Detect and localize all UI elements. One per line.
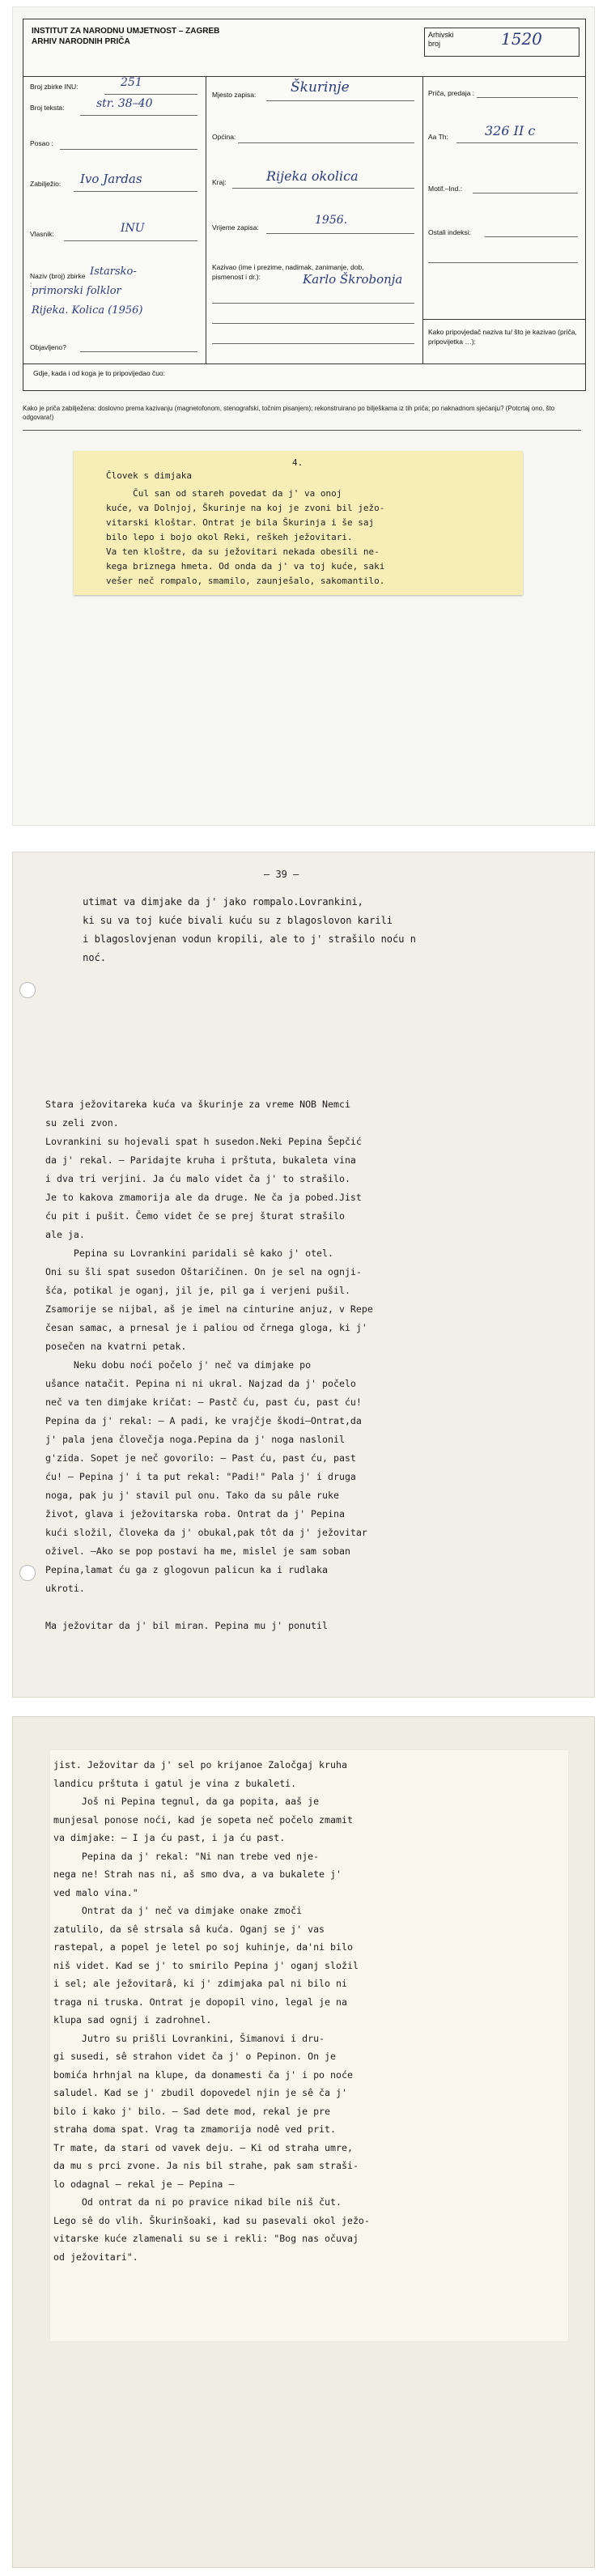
page-number: – 39 – bbox=[264, 869, 299, 880]
typed-page-39 bbox=[12, 852, 595, 1698]
pasted-story-clipping bbox=[74, 451, 523, 595]
posao-label: Posao : bbox=[30, 139, 53, 147]
recorder-value: Ivo Jardas bbox=[80, 172, 142, 186]
rule bbox=[485, 236, 578, 237]
owner-value: INU bbox=[121, 222, 145, 235]
archive-name: ARHIV NARODNIH PRIČA bbox=[32, 37, 130, 46]
collection-name-label: Naziv (broj) zbirke : bbox=[30, 272, 86, 288]
collection-number-label: Broj zbirke INU: bbox=[30, 83, 79, 91]
rule bbox=[428, 262, 578, 263]
time-label: Vrijeme zapisa: bbox=[212, 223, 259, 232]
card-bottom-rule bbox=[23, 363, 585, 364]
archive-number-label: Arhivski broj bbox=[428, 31, 454, 48]
collection-name-line3: Rijeka. Kolica (1956) bbox=[32, 304, 143, 317]
municipality-label: Općina: bbox=[212, 133, 236, 141]
page-40-body: jist. Ježovitar da j' sel po krijanoe Zaločgaj kruha landicu prštuta i gatul je vina z bukaleti. Još ni Pepina tegnul, da ga popita, aaš je munjesal ponose noći, kad je sopeta neč počelo zmamit va dimjake: – I ja ću past, i ja ću past. Pepina da j' rekal: "Ni nan trebe ved nje- nega ne! Strah nas ni, aš smo dva, a va bukalete j' ved malo vina." Ontrat da j' neč va dimjake onake zmoči zatulilo, da sê strsala sâ kuća. Oganj se j' vas rastepal, a popel je letel po soj kuhinje, da'ni bilo niš videt. Kad se j' to smirilo Pepina j' oganj složil i sel; ale ježovitarâ, ki j' zdimjaka pal ni bilo ni traga ni truska. Ontrat je dopopil vino, legal je na klupa sad ognij i zadrohnel. Jutro su prišli Lovrankini, Šimanovi i dru- gi susedi, sê strahon videt ča j' o Pepinon. On je bomića hrhnjal na klupe, da donamesti ča j' i po noće saludel. Kad se j' zbudil dopovedel njin je sê ča j' bilo i kako j' bilo. – Sad dete mod, rekal je pre straha doma spat. Vrag ta zmamorija nodê ved prit. Tr mate, da stari od vavek deju. – Ki od straha umre, da mu s prci zvone. Ja nis bil strahe, pak sam straši- lo odagnal – rekal je – Pepina – Od ontrat da ni po pravice nikad bile niš čut. Lego sê do vlih. Škurinšoaki, kad su pasevali okol ježo- vitarske kuće zlamenali su se i rekli: "Bog nas očuvaj od ježovitari". bbox=[53, 1759, 370, 2263]
collection-number-value: 251 bbox=[121, 76, 142, 89]
aath-value: 326 II c bbox=[485, 123, 536, 138]
narrator-term-label: Kako pripovjedač naziva tu/ što je kazivao (priča, pripovijetka …): bbox=[428, 328, 577, 346]
heard-from-label: Gdje, kada i od koga je to pripovijedao čuo: bbox=[33, 369, 166, 377]
text-number-value: str. 38–40 bbox=[96, 97, 153, 110]
rule bbox=[80, 351, 197, 352]
story-number: 4. bbox=[292, 457, 304, 468]
card-top-rule bbox=[23, 76, 585, 77]
punch-hole bbox=[19, 1565, 36, 1581]
archive-number-value: 1520 bbox=[501, 29, 542, 49]
other-index-label: Ostali indeksi: bbox=[428, 228, 471, 236]
region-value: Rijeka okolica bbox=[266, 168, 359, 184]
text-number-label: Broj teksta: bbox=[30, 104, 65, 112]
region-label: Kraj: bbox=[212, 178, 227, 186]
time-value: 1956. bbox=[315, 214, 348, 227]
rule bbox=[266, 233, 414, 234]
narrator-label: Kazivao (ime i prezime, nadimak, zanimanje, dob, pismenost i dr.): bbox=[212, 263, 364, 281]
note-rule bbox=[23, 430, 581, 431]
rule bbox=[477, 97, 578, 98]
rule bbox=[74, 191, 197, 192]
rule bbox=[422, 319, 585, 320]
rule bbox=[60, 149, 197, 150]
rule bbox=[80, 115, 197, 116]
index-card bbox=[23, 19, 586, 391]
punch-hole bbox=[19, 982, 36, 998]
motif-index-label: Motif.–Ind.: bbox=[428, 185, 463, 193]
rule bbox=[456, 142, 578, 143]
recording-method-note: Kako je priča zabilježena: doslovno prema kazivanju (magnetofonom, stenografski, točnim pisanjem); rekonstruirano po bilješkama iz tih priča; po naknadnom sjećanju? (Potcrtaj ono, što odgovara!) bbox=[23, 405, 555, 421]
rule bbox=[212, 323, 414, 324]
story-text: Čul san od stareh povedat da j' va onoj kuće, va Dolnjoj, Škurinje na koj je zvoni bil ježo- vitarski kloštar. Ontrat je bila Škurinja i še saj bilo lepo i bojo okol Reki, reškeh ježovitari. Va ten kloštre, da su ježovitari nekada obesili ne- kega briznega hmeta. Od onda da j' va toj kuće, saki vešer neč rompalo, smamilo, zaunješalo, sakomantilo. bbox=[106, 488, 385, 586]
rule bbox=[212, 343, 414, 344]
rule bbox=[266, 100, 414, 101]
rule bbox=[64, 240, 197, 241]
recorder-label: Zabilježio: bbox=[30, 180, 62, 188]
collection-name-line2: primorski folklor bbox=[32, 285, 121, 297]
owner-label: Vlasnik: bbox=[30, 230, 54, 238]
archive-card-sheet bbox=[12, 6, 595, 826]
rule bbox=[232, 188, 414, 189]
aath-label: Aa Th: bbox=[428, 133, 448, 141]
typed-page-40 bbox=[12, 1716, 595, 2568]
story-title: Človek s dimjaka bbox=[106, 470, 192, 481]
place-label: Mjesto zapisa: bbox=[212, 91, 257, 99]
rule bbox=[104, 94, 197, 95]
rule bbox=[212, 303, 414, 304]
published-label: Objavljeno? bbox=[30, 343, 66, 351]
collection-name-line1: Istarsko- bbox=[90, 266, 137, 278]
story-type-label: Priča, predaja : bbox=[428, 89, 475, 97]
place-value: Škurinje bbox=[291, 79, 350, 96]
rule bbox=[238, 142, 414, 143]
page-39-opening: utimat va dimjake da j' jako rompalo.Lovrankini, ki su va toj kuće bivali kuću su z blagoslovon karili i blagoslovjenan vodun kropili, ale to j' strašilo noću n noć. bbox=[83, 896, 416, 963]
institution-header bbox=[32, 26, 219, 47]
narrator-value: Karlo Škrobonja bbox=[303, 272, 403, 287]
institution-name: INSTITUT ZA NARODNU UMJETNOST – ZAGREB bbox=[32, 27, 220, 36]
card-divider-right bbox=[422, 76, 423, 363]
page-39-body: Stara ježovitareka kuća va škurinje za vreme NOB Nemci su zeli zvon. Lovrankini su hojevali spat h susedon.Neki Pepina Šepčić da j' rekal. – Paridajte kruha i prštuta, bukaleta vina i dva tri verjini. Ja ću malo videt ča j' to strašilo. Je to kakova zmamorija ale da druge. Ne ča ja pobed.Jist ću pit i pušit. Čemo videt če se prej šturat strašilo ale ja. Pepina su Lovrankini paridali sê kako j' otel. Oni su šli spat susedon Oštaričinen. On je sel na ognji- šća, potikal je oganj, jil je, pil ga i verjeni pušil. Zsamorije se nijbal, aš je imel na cinturine anjuz, v Repe česan samac, a prnesal je i paliou od črnega gloga, ki j' posečen na kvatrni petak. Neku dobu noći počelo j' neč va dimjake po ušance natačit. Pepina ni ni ukral. Najzad da j' počelo neč va ten dimjake kričat: – Pastč ću, past ću, past ću! Pepina da j' rekal: – A padi, ke vrajčje škodi–Ontrat,da j' pala jena človečja noga.Pepina da j' noga naslonil g'zida. Sopet je neč govorilo: – Past ću, past ću, past ću! – Pepina j' i ta put rekal: "Padi!" Pala j' i druga noga, pak ju j' stavil pul onu. Tako da su pâle ruke život, glava i ježovitarska roba. Ontrat da j' Pepina kući složil, človeka da j' obukal,pak tôt da j' ježovitar oživel. –Ako se pop postavi ha me, mislel je sam soban Pepina,lamat ću ga z glogovun palicun ka i rudlaka ukroti. Ma ježovitar da j' bil miran. Pepina mu j' ponutil bbox=[45, 1099, 373, 1631]
